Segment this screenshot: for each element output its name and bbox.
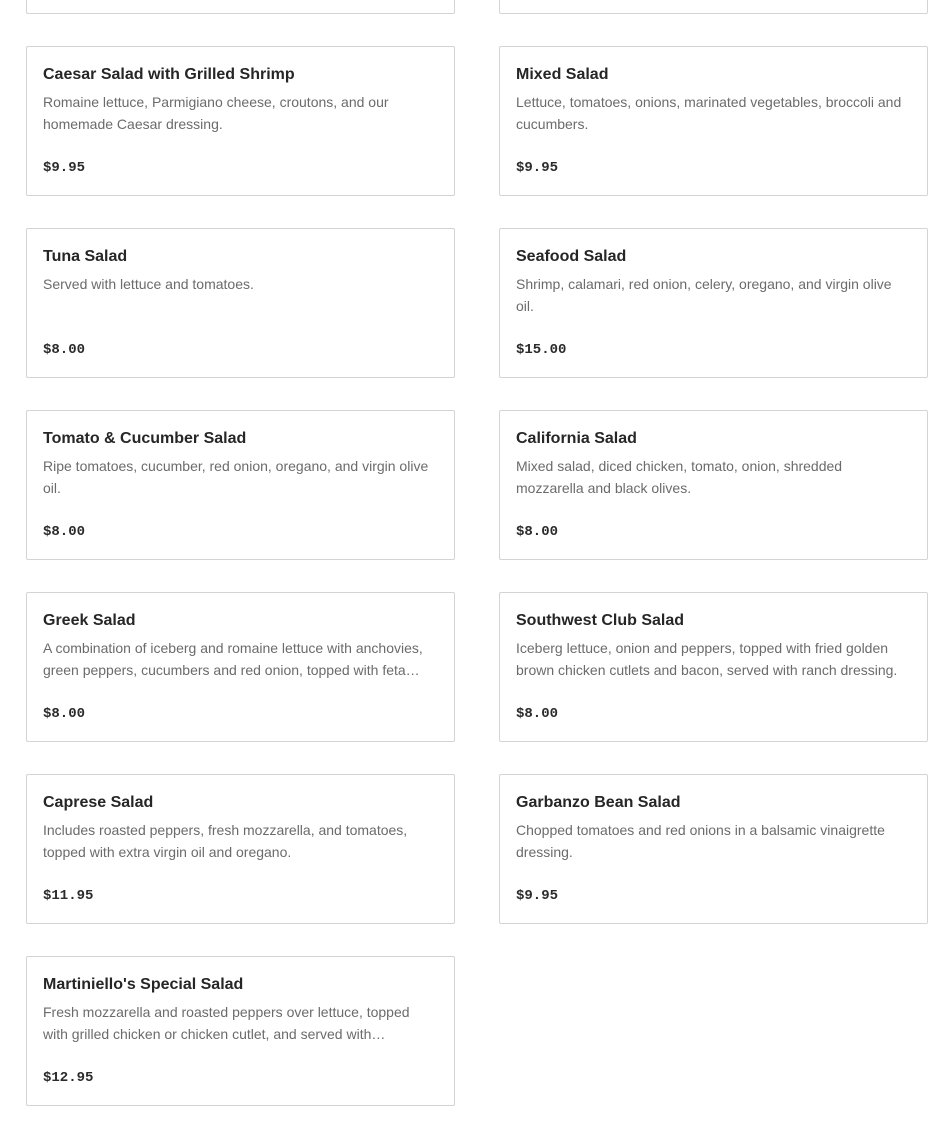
menu-item-description: Iceberg lettuce, onion and peppers, topped with fried golden brown chicken cutlets and bacon, served with ranch dressing.	[516, 640, 898, 678]
menu-item-card[interactable]	[26, 592, 455, 742]
menu-item-card[interactable]	[26, 956, 455, 1106]
menu-item-card[interactable]	[499, 46, 928, 196]
menu-item-price: $8.00	[516, 524, 559, 540]
menu-item-card-partial[interactable]	[26, 0, 455, 14]
menu-item-name: Caesar Salad with Grilled Shrimp	[43, 66, 295, 83]
menu-item-name: Southwest Club Salad	[516, 612, 685, 629]
menu-item-description: Chopped tomatoes and red onions in a balsamic vinaigrette dressing.	[516, 822, 885, 860]
menu-item-name: Caprese Salad	[43, 794, 154, 811]
menu-item-description: Shrimp, calamari, red onion, celery, oregano, and virgin olive oil.	[516, 276, 892, 314]
menu-item-card[interactable]	[499, 228, 928, 378]
menu-item-price: $8.00	[43, 706, 86, 722]
menu-item-card[interactable]	[26, 774, 455, 924]
menu-item-card[interactable]	[26, 46, 455, 196]
menu-item-name: Greek Salad	[43, 612, 136, 629]
menu-item-description: Mixed salad, diced chicken, tomato, onion, shredded mozzarella and black olives.	[516, 458, 843, 496]
menu-item-card[interactable]	[499, 592, 928, 742]
menu-item-price: $9.95	[43, 160, 86, 176]
menu-item-name: Seafood Salad	[516, 248, 627, 265]
menu-item-price: $8.00	[516, 706, 559, 722]
menu-item-description: Romaine lettuce, Parmigiano cheese, croutons, and our homemade Caesar dressing.	[43, 94, 389, 132]
menu-item-card[interactable]	[26, 228, 455, 378]
menu-item-card[interactable]	[499, 410, 928, 560]
menu-item-price: $9.95	[516, 888, 559, 904]
menu-item-name: Garbanzo Bean Salad	[516, 794, 681, 811]
menu-item-price: $8.00	[43, 524, 86, 540]
menu-item-card-partial[interactable]	[499, 0, 928, 14]
menu-item-name: California Salad	[516, 430, 637, 447]
menu-item-description: Ripe tomatoes, cucumber, red onion, oregano, and virgin olive oil.	[43, 458, 429, 496]
menu-item-description: Served with lettuce and tomatoes.	[43, 276, 254, 292]
menu-item-price: $15.00	[516, 342, 567, 358]
menu-item-description: Lettuce, tomatoes, onions, marinated vegetables, broccoli and cucumbers.	[516, 94, 902, 132]
menu-item-description: A combination of iceberg and romaine lettuce with anchovies, green peppers, cucumbers and red onion, topped with feta…	[43, 640, 423, 678]
menu-item-name: Mixed Salad	[516, 66, 609, 83]
menu-item-price: $8.00	[43, 342, 86, 358]
menu-item-name: Tuna Salad	[43, 248, 128, 265]
menu-item-name: Martiniello's Special Salad	[43, 976, 244, 993]
menu-item-name: Tomato & Cucumber Salad	[43, 430, 247, 447]
menu-item-description: Includes roasted peppers, fresh mozzarella, and tomatoes, topped with extra virgin oil and oregano.	[43, 822, 408, 860]
menu-items-grid	[26, 0, 928, 1106]
menu-item-price: $12.95	[43, 1070, 94, 1086]
menu-item-price: $9.95	[516, 160, 559, 176]
menu-item-card[interactable]	[499, 774, 928, 924]
menu-item-price: $11.95	[43, 888, 94, 904]
menu-item-card[interactable]	[26, 410, 455, 560]
menu-item-description: Fresh mozzarella and roasted peppers over lettuce, topped with grilled chicken or chicken cutlet, and served with…	[43, 1004, 410, 1042]
